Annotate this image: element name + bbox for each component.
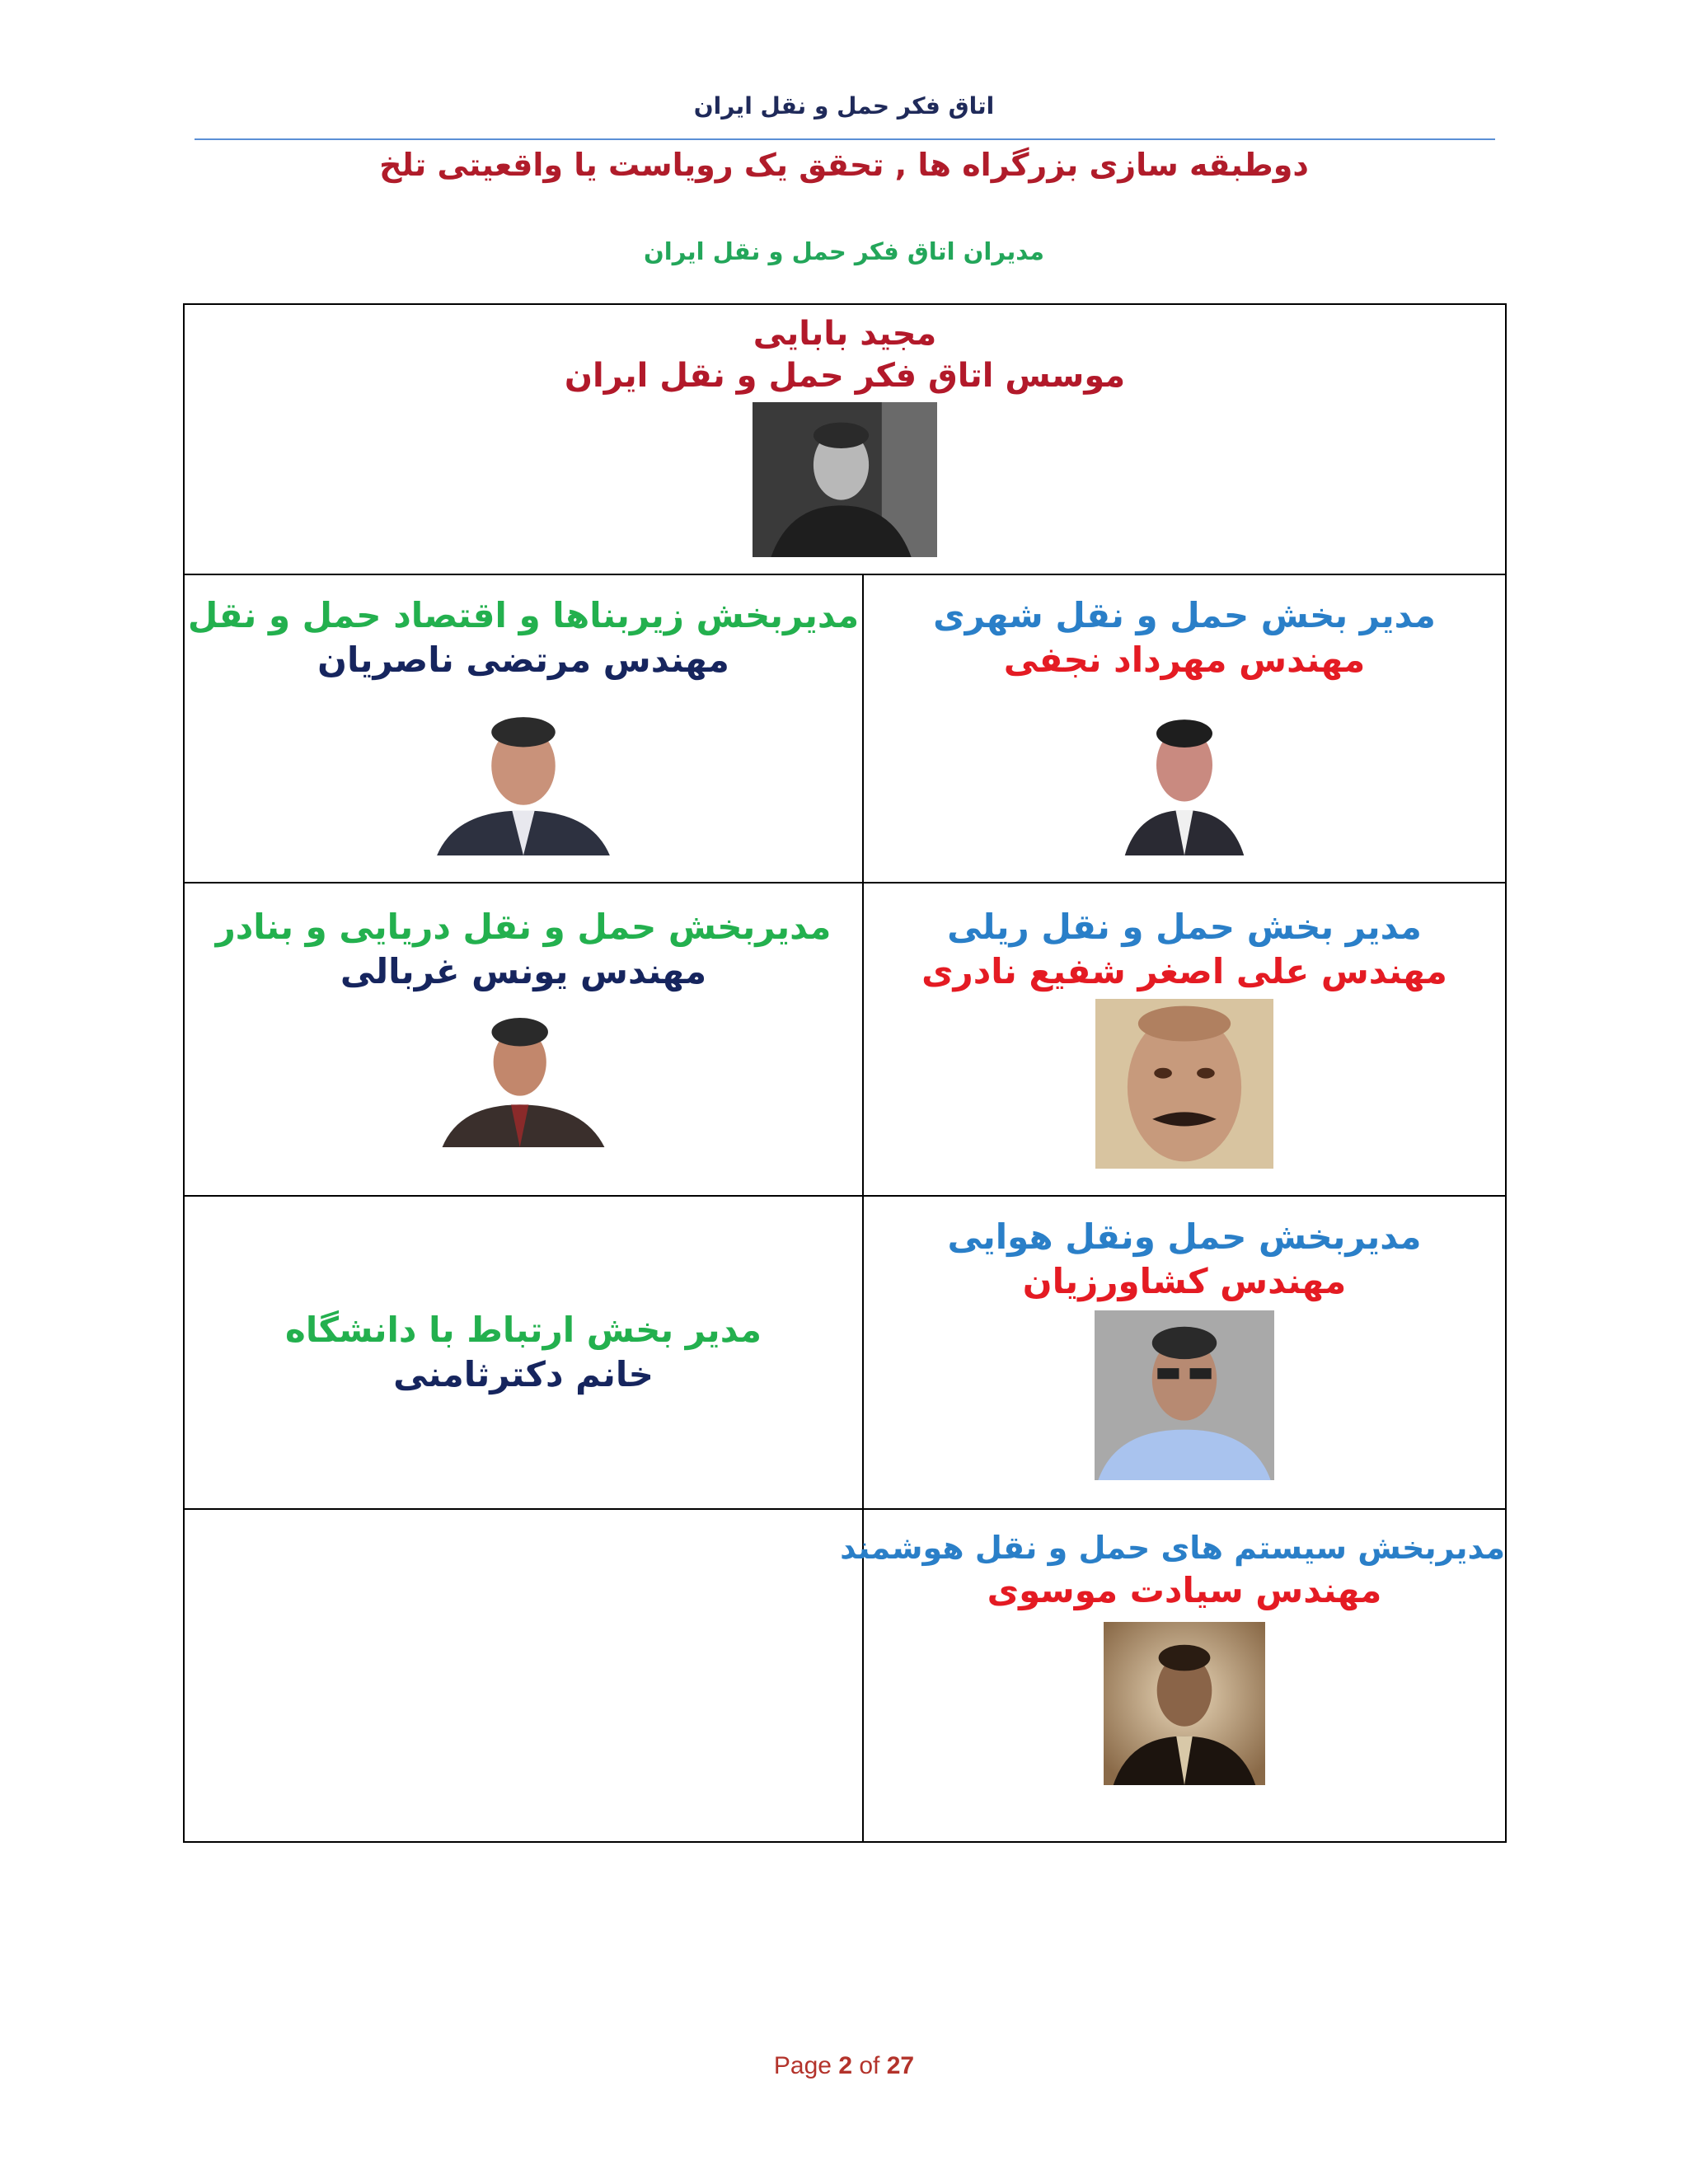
managers-row-2 [184, 883, 1506, 1196]
page-footer [0, 2052, 1688, 2080]
university-cell [184, 1196, 863, 1509]
urban-name: مهندس مهرداد نجفی [1003, 639, 1366, 680]
infrastructure-photo [429, 702, 617, 855]
urban-photo [1114, 702, 1254, 855]
smart-cell [840, 1509, 1506, 1842]
university-name: خانم دکترثامنی [393, 1354, 654, 1394]
maritime-cell [184, 883, 863, 1196]
header-divider [195, 138, 1495, 140]
document-title: دوطبقه سازی بزرگراه ها , تحقق یک رویاست یا واقعیتی تلخ [379, 147, 1309, 183]
air-photo [1095, 1310, 1274, 1480]
founder-photo [753, 402, 937, 557]
rail-photo [1095, 999, 1273, 1169]
rail-role: مدیر بخش حمل و نقل ریلی [947, 907, 1422, 947]
urban-cell [863, 574, 1506, 883]
urban-role: مدیر بخش حمل و نقل شهری [933, 595, 1436, 635]
managers-table [183, 303, 1507, 1843]
rail-name: مهندس علی اصغر شفیع نادری [921, 950, 1447, 991]
founder-cell [184, 304, 1506, 574]
of-word: of [859, 2052, 880, 2079]
smart-role: مدیربخش سیستم های حمل و نقل هوشمند [840, 1530, 1505, 1566]
managers-row-1 [184, 574, 1506, 883]
founder-role: موسس اتاق فکر حمل و نقل ایران [564, 357, 1126, 396]
smart-photo [1104, 1622, 1265, 1785]
maritime-photo [435, 1005, 612, 1147]
page-word: Page [773, 2052, 832, 2079]
document-subtitle: مدیران اتاق فکر حمل و نقل ایران [644, 237, 1044, 265]
air-cell [863, 1196, 1506, 1509]
infrastructure-role: مدیربخش زیربناها و اقتصاد حمل و نقل [187, 595, 860, 635]
maritime-name: مهندس یونس غربالی [340, 950, 707, 991]
university-role: مدیر بخش ارتباط با دانشگاه [285, 1310, 762, 1351]
managers-row-4 [184, 1509, 1506, 1842]
founder-name: مجید بابایی [753, 315, 937, 353]
rail-cell [863, 883, 1506, 1196]
air-role: مدیربخش حمل ونقل هوایی [947, 1216, 1422, 1257]
founder-row [184, 304, 1506, 574]
empty-cell [184, 1509, 863, 1842]
smart-name: مهندس سیادت موسوی [987, 1569, 1382, 1610]
page-total: 27 [886, 2052, 915, 2079]
header-title: اتاق فکر حمل و نقل ایران [693, 92, 995, 120]
managers-row-3 [184, 1196, 1506, 1509]
maritime-role: مدیربخش حمل و نقل دریایی و بنادر [215, 907, 832, 947]
page-current: 2 [838, 2052, 852, 2079]
infrastructure-name: مهندس مرتضی ناصریان [317, 639, 729, 680]
infrastructure-cell [184, 574, 863, 883]
air-name: مهندس کشاورزیان [1022, 1260, 1347, 1301]
